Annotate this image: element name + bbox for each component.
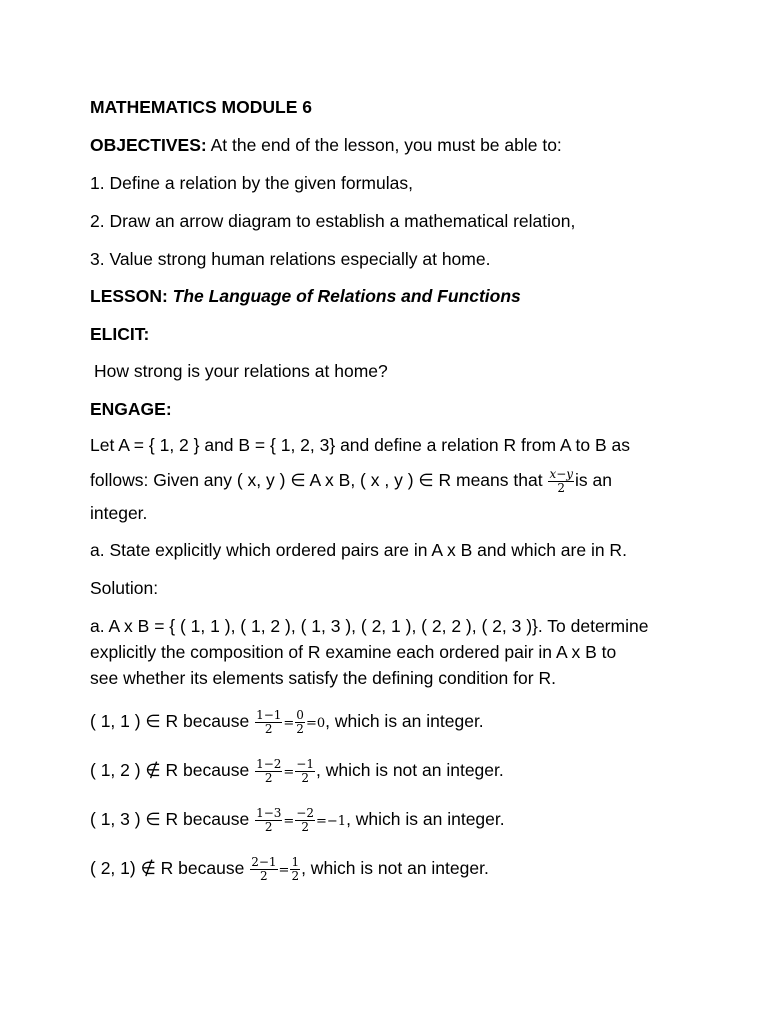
objective-item: 1. Define a relation by the given formulas,	[90, 173, 413, 193]
engage-text-line: integer.	[90, 503, 148, 523]
fraction-numerator: 2−1	[251, 854, 277, 869]
objectives-intro: At the end of the lesson, you must be able to:	[206, 135, 562, 155]
fraction-numerator: 0	[296, 707, 304, 722]
fraction	[295, 709, 305, 736]
engage-line2-text: follows: Given any ( x, y ) ∈ A x B, ( x , y ) ∈ R means that	[90, 470, 548, 490]
check-suffix: , which is not an integer.	[301, 858, 489, 878]
question-a: a. State explicitly which ordered pairs are in A x B and which are in R.	[90, 540, 627, 560]
check-prefix: ( 1, 1 ) ∈ R because	[90, 711, 255, 731]
fraction-numerator: 1−1	[256, 707, 282, 722]
engage-text-line: Let A = { 1, 2 } and B = { 1, 2, 3} and define a relation R from A to B as	[90, 435, 630, 455]
fraction	[250, 856, 277, 883]
fraction	[548, 468, 574, 495]
result-value: =0	[305, 716, 326, 731]
solution-label: Solution:	[90, 578, 159, 598]
fraction-denominator: 2	[301, 770, 309, 785]
result-value: =−1	[316, 814, 347, 829]
elicit-question: How strong is your relations at home?	[94, 361, 388, 381]
check-prefix: ( 1, 3 ) ∈ R because	[90, 809, 255, 829]
fraction-denominator: 2	[557, 480, 566, 495]
objective-item: 3. Value strong human relations especially at home.	[90, 249, 491, 269]
fraction	[255, 709, 282, 736]
fraction	[255, 807, 282, 834]
engage-line2-tail: is an	[575, 470, 613, 490]
fraction	[295, 807, 315, 834]
fraction	[255, 758, 282, 785]
objectives-label: OBJECTIVES:	[90, 135, 207, 155]
elicit-label: ELICIT:	[90, 324, 150, 344]
check-suffix: , which is an integer.	[325, 711, 484, 731]
fraction-denominator: 2	[260, 868, 268, 883]
fraction	[295, 758, 315, 785]
solution-line: explicitly the composition of R examine each ordered pair in A x B to	[90, 642, 617, 662]
fraction-denominator: 2	[291, 868, 300, 883]
membership-check	[90, 705, 484, 740]
fraction	[290, 856, 300, 883]
module-title: MATHEMATICS MODULE 6	[90, 97, 312, 117]
equals-sign: =	[283, 814, 295, 829]
fraction-denominator: 2	[264, 819, 273, 834]
solution-line: see whether its elements satisfy the defining condition for R.	[90, 668, 556, 688]
fraction-numerator: −2	[296, 805, 314, 820]
fraction-numerator: 1	[291, 854, 300, 869]
lesson-title: The Language of Relations and Functions	[172, 286, 521, 306]
fraction-denominator: 2	[264, 770, 273, 785]
engage-text-line	[90, 465, 612, 495]
membership-check	[90, 852, 489, 887]
lesson-line	[90, 285, 521, 307]
equals-sign: =	[283, 716, 295, 731]
fraction-denominator: 2	[296, 721, 304, 736]
fraction-denominator: 2	[301, 819, 309, 834]
check-prefix: ( 2, 1) ∉ R because	[90, 858, 250, 878]
check-prefix: ( 1, 2 ) ∉ R because	[90, 760, 255, 780]
objectives-line	[90, 134, 562, 156]
fraction-numerator: 1−3	[256, 805, 282, 820]
equals-sign: =	[278, 863, 290, 878]
lesson-label: LESSON:	[90, 286, 168, 306]
fraction-numerator: 1−2	[256, 756, 282, 771]
fraction-denominator: 2	[264, 721, 273, 736]
membership-check	[90, 803, 505, 838]
fraction-numerator: −1	[296, 756, 314, 771]
fraction-numerator: x−y	[549, 466, 574, 481]
objective-item: 2. Draw an arrow diagram to establish a mathematical relation,	[90, 211, 576, 231]
engage-label: ENGAGE:	[90, 399, 172, 419]
solution-line: a. A x B = { ( 1, 1 ), ( 1, 2 ), ( 1, 3 ), ( 2, 1 ), ( 2, 2 ), ( 2, 3 )}. To determine	[90, 616, 649, 636]
membership-check	[90, 754, 504, 789]
equals-sign: =	[283, 765, 295, 780]
check-suffix: , which is an integer.	[346, 809, 505, 829]
check-suffix: , which is not an integer.	[316, 760, 504, 780]
